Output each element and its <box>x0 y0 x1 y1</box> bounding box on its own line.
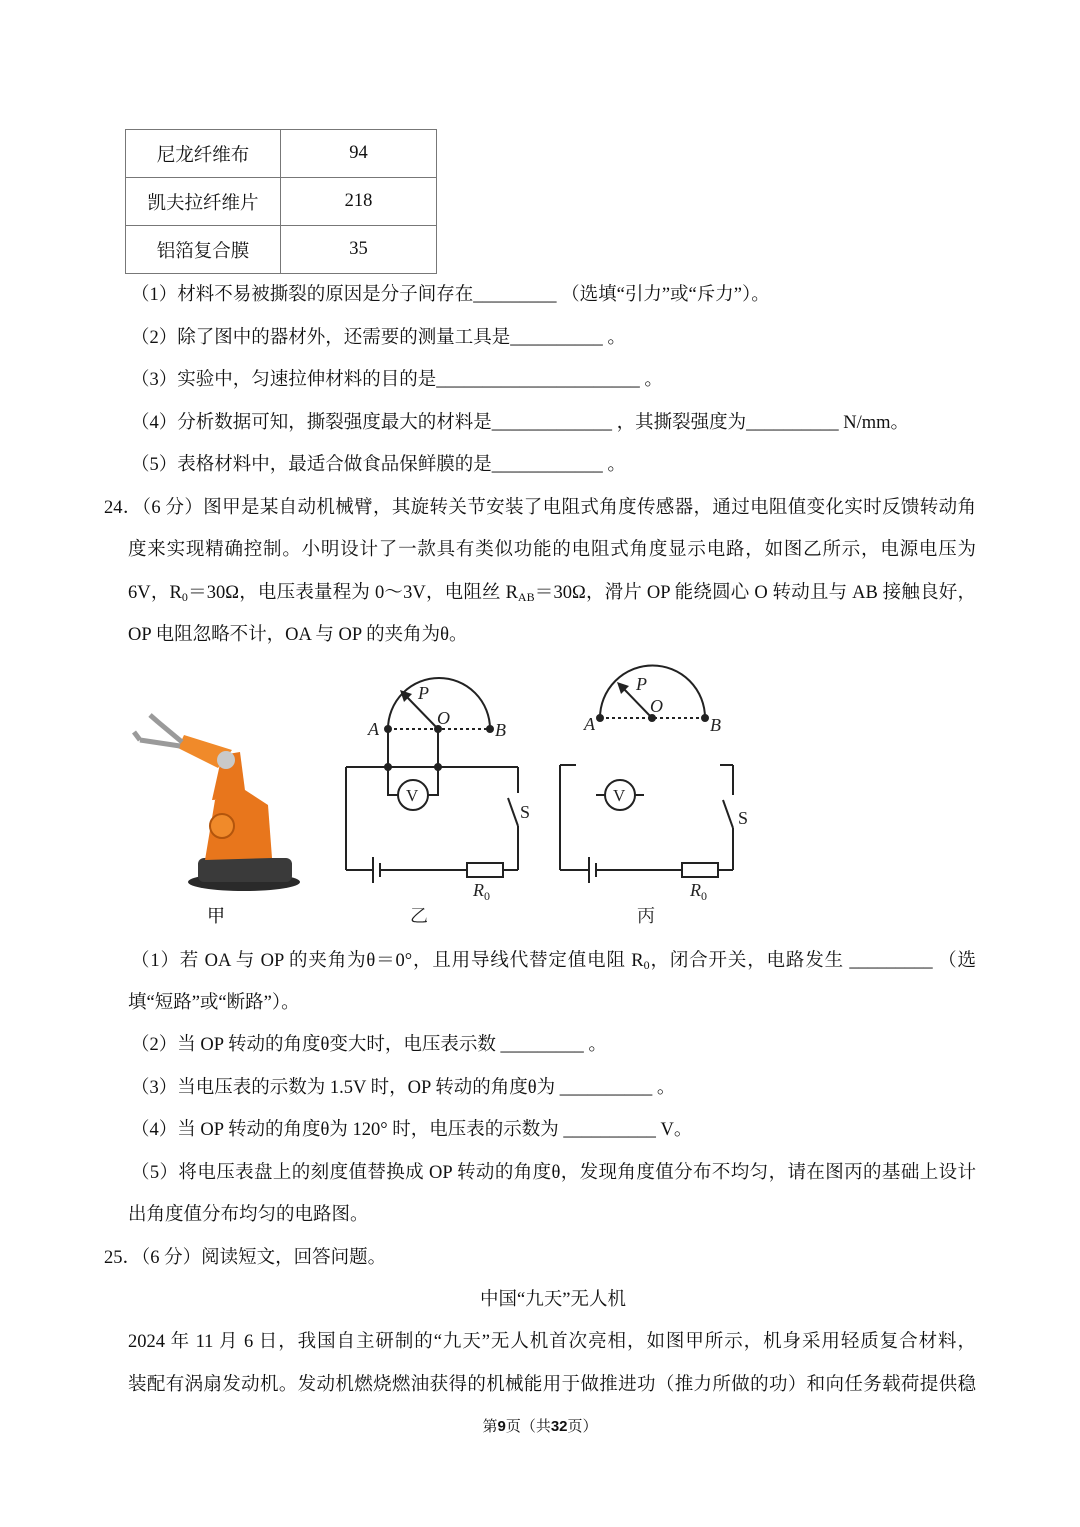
voltmeter-label: V <box>613 786 626 805</box>
robot-base <box>198 858 292 882</box>
q25-para-line-1: 2024 年 11 月 6 日，我国自主研制的“九天”无人机首次亮相，如图甲所示，机身采用轻质复合材料， <box>128 1332 976 1352</box>
label-r0 <box>472 880 490 903</box>
footer-text: 页（共 <box>505 1419 551 1435</box>
label-p: P <box>418 683 429 703</box>
material-table <box>125 129 437 274</box>
text-segment: ＝30Ω，滑片 OP 能绕圆心 O 转动且与 AB 接触良好， <box>534 583 976 603</box>
label-s: S <box>520 802 531 822</box>
q24-sub-5-cont: 出角度值分布均匀的电路图。 <box>128 1205 369 1225</box>
q24-sub-2: （2）当 OP 转动的角度θ变大时，电压表示数 _________ 。 <box>131 1035 607 1055</box>
voltmeter-label: V <box>406 786 419 805</box>
q24-sub-4: （4）当 OP 转动的角度θ为 120° 时，电压表的示数为 __________ V。 <box>131 1120 693 1140</box>
label-o: O <box>437 708 450 728</box>
q24-sub-5: （5）将电压表盘上的刻度值替换成 OP 转动的角度θ，发现角度值分布不均匀，请在图丙的基础上设计 <box>131 1163 976 1183</box>
table-cell-value: 94 <box>281 130 437 178</box>
figure-label-bing: 丙 <box>637 906 655 926</box>
label-b: B <box>495 720 506 740</box>
wire <box>428 767 438 795</box>
text-segment: ＝30Ω，电压表量程为 0～3V，电阻丝 R <box>187 583 518 603</box>
switch-blade <box>508 798 518 826</box>
label-r: R <box>690 880 701 900</box>
label-r-sub: 0 <box>701 889 707 903</box>
switch-blade <box>723 800 733 828</box>
table-cell-material: 铝箔复合膜 <box>126 226 281 274</box>
text-segment: （1）若 OA 与 OP 的夹角为θ＝0°，且用导线代替定值电阻 R <box>131 951 644 971</box>
point-b-dot <box>702 715 708 721</box>
point-b-dot <box>487 726 493 732</box>
figure-label-yi: 乙 <box>410 906 428 926</box>
robot-gripper <box>134 715 182 746</box>
label-r: R <box>473 880 484 900</box>
q24-sub-1-cont: 填“短路”或“断路”）。 <box>128 993 300 1013</box>
q23-item-2: （2）除了图中的器材外，还需要的测量工具是__________ 。 <box>131 328 626 348</box>
table-cell-value: 218 <box>281 178 437 226</box>
label-b: B <box>710 715 721 735</box>
text-segment: 6V，R <box>128 583 182 603</box>
q25-para-line-2: 装配有涡扇发动机。发动机燃烧燃油获得的机械能用于做推进功（推力所做的功）和向任务载荷提供稳 <box>128 1375 976 1395</box>
resistor-r0 <box>467 863 503 877</box>
q24-stem-line-3 <box>128 580 976 606</box>
q24-stem-line-1: 24．（6 分）图甲是某自动机械臂，其旋转关节安装了电阻式角度传感器，通过电阻值变化实时反馈转动角 <box>104 498 976 518</box>
table-cell-value: 35 <box>281 226 437 274</box>
q24-stem-line-2: 度来实现精确控制。小明设计了一款具有类似功能的电阻式角度显示电路，如图乙所示，电源电压为 <box>128 540 976 560</box>
table-row <box>126 178 437 226</box>
resistor-r0 <box>682 863 718 877</box>
total-pages: 32 <box>550 1418 568 1435</box>
label-r-sub: 0 <box>484 889 490 903</box>
q24-figure <box>120 660 760 935</box>
circuit-yi-labels <box>367 683 530 926</box>
subscript: AB <box>517 590 535 604</box>
table-row <box>126 226 437 274</box>
q25-title: 中国“九天”无人机 <box>480 1290 626 1310</box>
page-footer <box>340 1414 740 1440</box>
wire <box>388 767 398 795</box>
footer-text: 页） <box>567 1419 598 1435</box>
label-s: S <box>738 808 749 828</box>
table-cell-material: 凯夫拉纤维片 <box>126 178 281 226</box>
label-a: A <box>368 719 379 739</box>
figure-label-jia: 甲 <box>207 906 225 926</box>
q23-item-4: （4）分析数据可知，撕裂强度最大的材料是_____________ ，其撕裂强度为__________ N/mm。 <box>131 413 910 433</box>
label-r0 <box>689 880 707 903</box>
subscript: 0 <box>643 958 650 972</box>
robot-joint <box>210 814 234 838</box>
footer-text: 第 <box>482 1419 498 1435</box>
q25-header: 25．（6 分）阅读短文，回答问题。 <box>104 1248 387 1268</box>
robot-elbow <box>217 751 235 769</box>
q23-item-1: （1）材料不易被撕裂的原因是分子间存在_________ （选填“引力”或“斥力”）。 <box>131 285 770 305</box>
label-o: O <box>650 696 663 716</box>
circuit-yi <box>346 678 518 883</box>
table-cell-material: 尼龙纤维布 <box>126 130 281 178</box>
page-number: 9 <box>497 1418 506 1435</box>
q24-sub-3: （3）当电压表的示数为 1.5V 时，OP 转动的角度θ为 __________ 。 <box>131 1078 676 1098</box>
q23-item-5: （5）表格材料中，最适合做食品保鲜膜的是____________ 。 <box>131 455 626 475</box>
label-p: P <box>636 674 647 694</box>
q23-item-3: （3）实验中，匀速拉伸材料的目的是______________________ 。 <box>131 370 663 390</box>
subscript: 0 <box>181 590 188 604</box>
robot-arm-image <box>134 715 300 926</box>
circuit-bing <box>560 666 733 883</box>
q24-stem-line-4: OP 电阻忽略不计，OA 与 OP 的夹角为θ。 <box>128 625 468 645</box>
table-row <box>126 130 437 178</box>
q24-sub-1 <box>131 948 976 974</box>
text-segment: ，闭合开关，电路发生 _________ （选 <box>649 951 976 971</box>
point-a-dot <box>597 715 603 721</box>
label-a: A <box>584 714 595 734</box>
